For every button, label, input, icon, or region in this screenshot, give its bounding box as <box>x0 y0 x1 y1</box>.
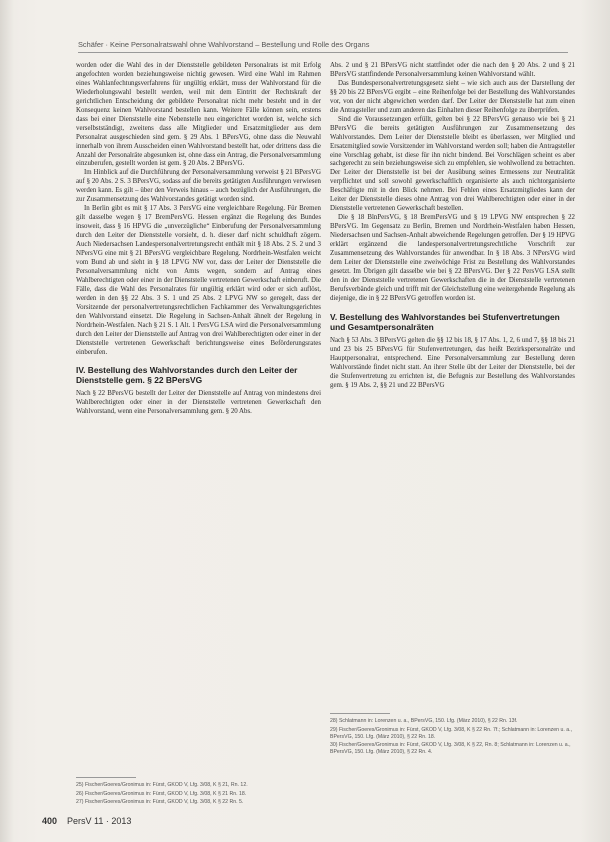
body-paragraph: Nach § 53 Abs. 3 BPersVG gelten die §§ 12 bis 18, § 17 Abs. 1, 2, 6 und 7, §§ 18 bis 21 und 23 bis 25 BPersVG für Stufenvertretungen, das heißt Bezirkspersonalräte und Hauptpersonalrat, entsprechend. Eine Personalversammlung zur Bestellung deren Wahlvorstände findet nicht statt. An ihrer Stelle übt der Leiter der Dienststelle, bei der die Stufenvertretung zu errichten ist, die Befugnis zur Bestellung des Wahlvorstandes gem. § 19 Abs. 2, §§ 21 und 22 BPersVG <box>330 336 575 389</box>
footnote: 26) Fischer/Goeres/Gronimus in: Fürst, GKÖD V, Lfg. 3/08, K § 21 Rn. 18. <box>76 790 247 797</box>
running-head: Schäfer · Keine Personalratswahl ohne Wahlvorstand – Bestellung und Rolle des Organs <box>78 40 370 49</box>
section-heading-v: V. Bestellung des Wahlvorstandes bei Stufenvertretungen und Gesamtpersonalräten <box>330 311 560 332</box>
body-paragraph: In Berlin gibt es mit § 17 Abs. 3 PersVG eine vergleichbare Regelung. Für Bremen gilt dasselbe wegen § 17 BremPersVG. Hessen ergänzt die Regelung des Bundes insoweit, dass § 16 HPVG die „unverzügliche“ Einberufung der Personalversammlung durch den Leiter der Dienststelle vorsieht, d. h. dieser darf nicht schuldhaft zögern. Auch Niedersachsen Landespersonalvertretungsrecht enthält mit § 18 Abs. 2 S. 2 und 3 NPersVG eine mit § 21 BPersVG vergleichbare Regelung. Nordrhein-Westfalen weicht vom Bund ab und sieht in § 18 LPVG NW vor, dass der Leiter der Dienststelle die Personalversammlung nicht von Amts wegen, sondern auf Antrag eines Wahlberechtigten oder einer in der Dienststelle vertretenen Gewerkschaft einberuft. Die Fälle, dass die Wahl des Personalrates für ungültig erklärt wird oder er sich auflöst, werden in den §§ 22 Abs. 3 S. 1 und 25 Abs. 2 LPVG NW so geregelt, dass der Vorsitzende der personalvertretungsrechtlichen Fachkammer des Verwaltungsgerichtes den Wahlvorstand einsetzt. Die Regelung in Sachsen-Anhalt ähnelt der Regelung in Nordrhein-Westfalen. Nach § 21 S. 1 Alt. 1 PersVG LSA wird die Personalversammlung durch den Leiter der Dienststelle auf Antrag von drei Wahlberechtigten oder einer in der Dienststelle vertretenen Gewerkschaft berichtungsweise eines Beförderungsrates einberufen. <box>76 205 321 356</box>
header-rule <box>78 52 568 53</box>
body-paragraph: Die § 18 BlnPersVG, § 18 BremPersVG und § 19 LPVG NW entsprechen § 22 BPersVG. Im Gegensatz zu Berlin, Bremen und Nordrhein-Westfalen haben Hessen, Niedersachsen und Sachsen-Anhalt abweichende Regelungen getroffen. Der § 19 HPVG erklärt ergänzend die landespersonalvertretungsrechtliche Vorschrift zur Zusammensetzung des Wahlvorstandes für anwendbar. In § 18 Abs. 3 NPersVG wird dem Leiter der Dienststelle eine zweiwöchige Frist zu Bestellung des Wahlvorstandes gesetzt. Im Übrigen gilt dasselbe wie bei § 22 BPersVG. Der § 22 PersVG LSA stellt den in der Dienststelle vertretenen Gewerkschaften die in der Dienststelle vertretenen Berufsverbände gleich und trifft mit der Gleichstellung eine weitergehende Regelung als diejenige, die in § 22 BPersVG getroffen worden ist. <box>330 214 575 302</box>
body-paragraph: Abs. 2 und § 21 BPersVG nicht stattfindet oder die nach den § 20 Abs. 2 und § 21 BPersVG stattfindende Personalversammlung keinen Wahlvorstand wählt. <box>330 62 575 78</box>
footnotes-right <box>330 718 575 758</box>
section-heading-iv: IV. Bestellung des Wahlvorstandes durch den Leiter der Dienststelle gem. § 22 BPersVG <box>76 365 298 386</box>
footnote: 29) Fischer/Goeres/Gronimus in: Fürst, GKÖD V, Lfg. 3/08, K § 22 Rn. 7f.; Schlatmann in: Lorenzen u. a., BPersVG, 150. Lfg. (März 2010), § 22 Rn. 18. <box>330 726 573 740</box>
body-paragraph: Im Hinblick auf die Durchführung der Personalversammlung verweist § 21 BPersVG auf § 20 Abs. 2 S. 3 BPersVG, sodass auf die bereits getätigten Ausführungen verwiesen werden kann. Es gilt – über den Verweis hinaus – auch bezüglich der Ausführungen, die zur Zusammensetzung des Wahlvorstandes getätigt worden sind. <box>76 169 321 204</box>
body-paragraph: Das Bundespersonalvertretungsgesetz sieht – wie sich auch aus der Darstellung der §§ 20 bis 22 BPersVG ergibt – eine Reihenfolge bei der Bestellung des Wahlvorstandes vor, von der nicht abgewichen werden darf. Der Leiter der Dienststelle hat zum einen die Antragsteller und zum anderen das Einhalten dieser Reihenfolge zu überprüfen. <box>330 79 575 114</box>
footnote: 28) Schlatmann in: Lorenzen u. a., BPersVG, 150. Lfg. (März 2010), § 22 Rn. 13f. <box>330 718 518 724</box>
footnote: 27) Fischer/Goeres/Gronimus in: Fürst, GKÖD V, Lfg. 3/08, K § 22 Rn. 5. <box>76 799 244 805</box>
left-column <box>76 62 321 417</box>
right-column <box>330 62 575 390</box>
footnote-rule <box>76 777 136 778</box>
page-footer <box>42 816 131 826</box>
journal-issue: PersV 11 · 2013 <box>67 816 132 826</box>
body-paragraph: worden oder die Wahl des in der Dienststelle gebildeten Personalrats ist mit Erfolg angefochten worden beziehungsweise nichtig gewesen. Wird eine Wahl im Rahmen eines Wahlanfechtungsverfahrens für ungültig erklärt, muss der Wahlvorstand für die Wiederholungswahl bestellt werden, weil mit dem Eintritt der Rechtskraft der gerichtlichen Entscheidung der gebildete Personalrat nicht mehr besteht und in der Konsequenz keinen Wahlvorstand bestellen kann. Weitere Fälle können sein, erstens dass bei einer Dienststelle eine Nebenstelle neu eingerichtet worden ist, welche sich verselbstständigt, zweitens dass alle Mitglieder und Ersatzmitglieder aus dem Personalrat ausgeschieden sind gem. § 29 Abs. 1 BPersVG, ohne dass die Neuwahl innerhalb von ihrem Ausscheiden einen Wahlvorstand bestellt hat, oder drittens dass die Anzahl der Personalräte abgesunken ist, ohne dass ein Antrag, die Personalversammlung einzuberufen, gestellt worden ist gem. § 20 Abs. 2 BPersVG. <box>76 62 321 168</box>
body-paragraph: Sind die Voraussetzungen erfüllt, gelten bei § 22 BPersVG genauso wie bei § 21 BPersVG die bereits getätigten Ausführungen zur Zusammensetzung des Wahlvorstandes. Dem Leiter der Dienststelle bleibt es überlassen, wer Mitglied und Ersatzmitglied sowie Vorsitzender im Wahlvorstand werden soll; haben die Antragsteller eine Vorschlag gehabt, ist diese für ihn nicht bindend. Bei Vorschlägen scheint es aber sachgerecht zu sein beziehungsweise sich zu empfehlen, sie wohlwollend zu betrachten. Der Leiter der Dienststelle ist bei der Ausübung seines Ermessens zur Neutralität verpflichtet und soll sowohl gewerkschaftlich organisierte als auch nichtorganisierte Beschäftigte mit in den Blick nehmen. Bei Fehlen eines Ersatzmitgliedes kann der Leiter der Dienststelle dieses ohne Antrag von drei Wahlberechtigten oder einer in der Dienststelle vertretenen Gewerkschaft bestellen. <box>330 115 575 213</box>
footnote: 30) Fischer/Goeres/Gronimus in: Fürst, GKÖD V, Lfg. 3/08, K § 22, Rn. 8; Schlatmann in: Lorenzen u. a., BPersVG, 150. Lfg. (März 2010), § 22 Rn. 4. <box>330 742 571 755</box>
footnotes-left <box>76 782 321 808</box>
footnote: 25) Fischer/Goeres/Gronimus in: Fürst, GKÖD V, Lfg. 3/08, K § 21, Rn. 12. <box>76 782 248 788</box>
body-paragraph: Nach § 22 BPersVG bestellt der Leiter der Dienststelle auf Antrag von mindestens drei Wahlberechtigten oder einer in der Dienststelle vertretenen Gewerkschaft den Wahlvorstand, wenn eine Personalversammlung gem. § 20 Abs. <box>76 390 321 416</box>
page-number: 400 <box>42 816 58 826</box>
footnote-rule <box>330 713 390 714</box>
